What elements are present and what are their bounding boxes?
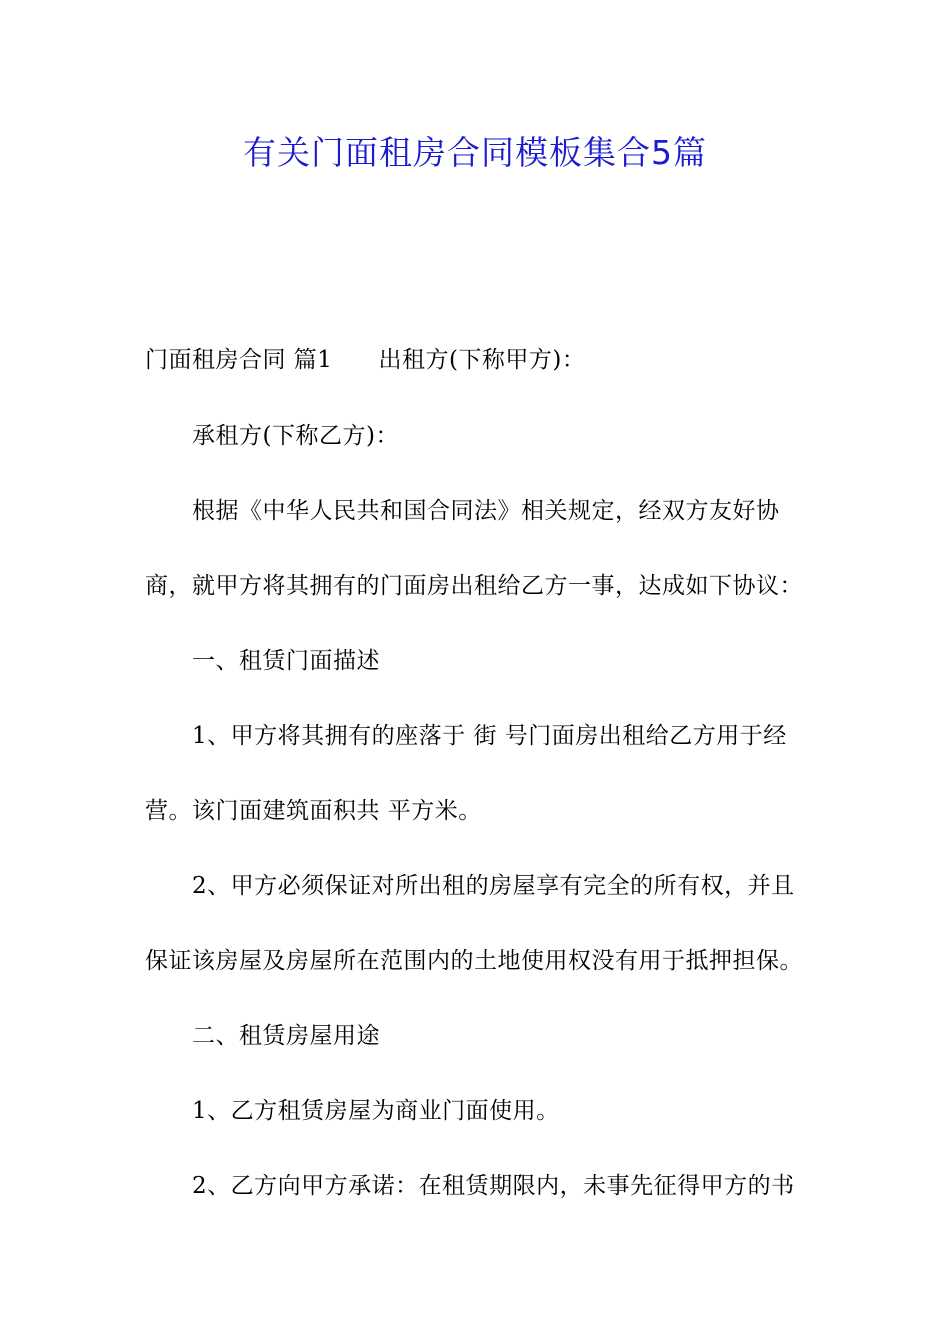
section-heading-2: 二、租赁房屋用途 [192, 1023, 380, 1049]
section-heading-1: 一、租赁门面描述 [192, 648, 380, 674]
paragraph-line-4: 商，就甲方将其拥有的门面房出租给乙方一事，达成如下协议： [145, 573, 803, 599]
contract-heading: 门面租房合同 篇1 [145, 347, 333, 373]
lessor-label: 出租方(下称甲方)： [378, 347, 586, 373]
paragraph-line-9: 保证该房屋及房屋所在范围内的土地使用权没有用于抵押担保。 [145, 948, 803, 974]
document-title: 有关门面租房合同模板集合5篇 [243, 133, 707, 172]
paragraph-line-1 [145, 343, 825, 377]
paragraph-line-3: 根据《中华人民共和国合同法》相关规定，经双方友好协 [192, 498, 780, 524]
lessee-label: 承租方(下称乙方)： [192, 423, 399, 449]
paragraph-line-6: 1、甲方将其拥有的座落于 街 号门面房出租给乙方用于经 [192, 723, 787, 749]
paragraph-line-8: 2、甲方必须保证对所出租的房屋享有完全的所有权，并且 [192, 873, 795, 899]
paragraph-line-7: 营。该门面建筑面积共 平方米。 [145, 798, 482, 824]
paragraph-line-12: 2、乙方向甲方承诺：在租赁期限内，未事先征得甲方的书 [192, 1173, 795, 1199]
paragraph-line-11: 1、乙方租赁房屋为商业门面使用。 [192, 1098, 560, 1124]
